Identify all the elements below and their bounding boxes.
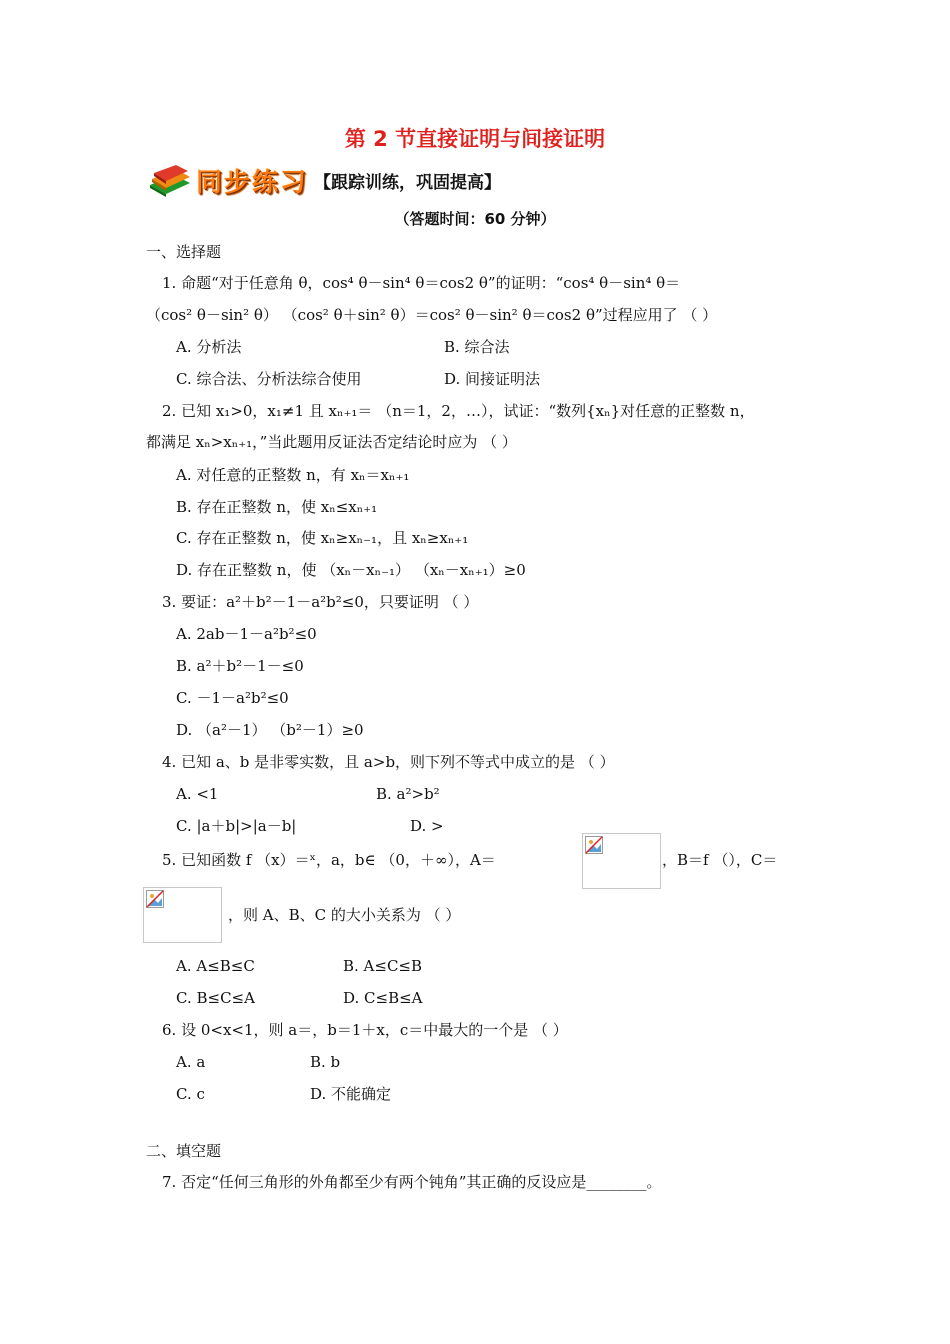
q2-line1: 2. 已知 x₁>0，x₁≠1 且 xₙ₊₁＝ （n＝1，2，…），试证：“数列{xₙ}对任意的正整数 n， — [162, 402, 755, 420]
answer-time: （答题时间：60 分钟） — [394, 210, 556, 228]
q4-option-c: C. |a＋b|>|a－b| — [176, 817, 297, 835]
q5-option-d: D. C≤B≤A — [343, 989, 423, 1007]
q3-option-b: B. a²＋b²－1－≤0 — [176, 657, 304, 675]
q5-line1-part2: ，B＝f （），C＝ — [662, 851, 778, 869]
q4-option-a: A. <1 — [176, 785, 219, 803]
q2-option-c: C. 存在正整数 n，使 xₙ≥xₙ₋₁，且 xₙ≥xₙ₊₁ — [176, 529, 469, 547]
q2-option-a: A. 对任意的正整数 n，有 xₙ＝xₙ₊₁ — [176, 466, 410, 484]
q6-option-a: A. a — [176, 1053, 206, 1071]
q6-option-c: C. c — [176, 1085, 205, 1103]
q3-option-d: D. （a²－1） （b²－1）≥0 — [176, 721, 364, 739]
q6-option-b: B. b — [310, 1053, 341, 1071]
q3-line1: 3. 要证：a²＋b²－1－a²b²≤0，只要证明 （ ） — [162, 593, 479, 611]
q3-option-a: A. 2ab－1－a²b²≤0 — [176, 625, 317, 643]
practice-banner — [148, 162, 501, 198]
q5-line2: ，则 A、B、C 的大小关系为 （ ） — [228, 906, 461, 924]
q6-line1: 6. 设 0<x<1，则 a＝，b＝1＋x，c＝中最大的一个是 （ ） — [162, 1021, 568, 1039]
q2-option-b: B. 存在正整数 n，使 xₙ≤xₙ₊₁ — [176, 498, 378, 516]
q5-option-b: B. A≤C≤B — [343, 957, 423, 975]
q1-option-c: C. 综合法、分析法综合使用 — [176, 370, 362, 388]
q1-line2: （cos² θ－sin² θ） （cos² θ＋sin² θ）＝cos² θ－sin² θ＝cos2 θ”过程应用了 （ ） — [146, 306, 718, 324]
banner-main-text: 同步练习 — [196, 167, 309, 198]
q6-option-d: D. 不能确定 — [310, 1085, 392, 1103]
q5-option-c: C. B≤C≤A — [176, 989, 255, 1007]
q2-line2: 都满足 xₙ>xₙ₊₁，”当此题用反证法否定结论时应为 （ ） — [146, 433, 517, 451]
page-title: 第 2 节直接证明与间接证明 — [344, 127, 606, 151]
banner-sub-text: 【跟踪训练，巩固提高】 — [314, 172, 502, 193]
q1-option-b: B. 综合法 — [444, 338, 510, 356]
q3-option-c: C. －1－a²b²≤0 — [176, 689, 289, 707]
broken-image-icon — [582, 833, 661, 889]
q4-option-b: B. a²>b² — [376, 785, 440, 803]
section-choice-heading: 一、选择题 — [146, 243, 222, 261]
q1-option-d: D. 间接证明法 — [444, 370, 541, 388]
q5-option-a: A. A≤B≤C — [176, 957, 255, 975]
q7-line1: 7. 否定“任何三角形的外角都至少有两个钝角”其正确的反设应是________。 — [162, 1173, 662, 1191]
broken-image-icon — [143, 887, 222, 943]
q2-option-d: D. 存在正整数 n，使 （xₙ－xₙ₋₁） （xₙ－xₙ₊₁）≥0 — [176, 561, 526, 579]
books-icon — [148, 163, 192, 197]
q1-option-a: A. 分析法 — [176, 338, 242, 356]
q5-line1-part1: 5. 已知函数 f （x）＝ˣ，a，b∈ （0，＋∞），A＝ — [162, 851, 496, 869]
q1-line1: 1. 命题“对于任意角 θ，cos⁴ θ－sin⁴ θ＝cos2 θ”的证明：“cos⁴ θ－sin⁴ θ＝ — [162, 274, 681, 292]
q4-line1: 4. 已知 a、b 是非零实数，且 a>b，则下列不等式中成立的是 （ ） — [162, 753, 615, 771]
section-fill-heading: 二、填空题 — [146, 1142, 222, 1160]
q4-option-d: D. > — [410, 817, 444, 835]
